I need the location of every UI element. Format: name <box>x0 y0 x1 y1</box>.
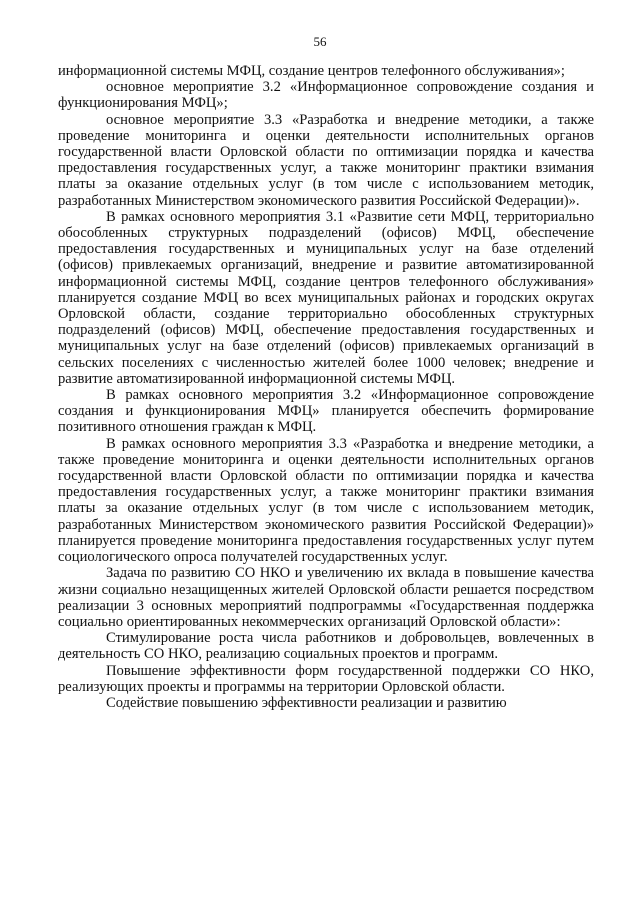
document-body <box>58 63 594 711</box>
paragraph-continuation: информационной системы МФЦ, создание центров телефонного обслуживания»; <box>58 63 565 79</box>
paragraph-measure-3-2: основное мероприятие 3.2 «Информационное сопровождение создания и функционирования МФЦ»; <box>58 79 594 112</box>
paragraph-nko-task: Задача по развитию СО НКО и увеличению их вклада в повышение качества жизни социально незащищенных жителей Орловской области решается посредством реализации 3 основных мероприятий подпрограммы «Государственная поддержка социально ориентированных некоммерческих организаций Орловской области»: <box>58 565 594 630</box>
paragraph-measure-3-3: основное мероприятие 3.3 «Разработка и внедрение методики, а также проведение мониторинга и оценки деятельности исполнительных органов государственной власти Орловской области по оптимизации порядка и качества предоставления государственных услуг, а также мониторинг практики взимания платы за оказание отдельных услуг (в том числе с использованием методик, разработанных Министерством экономического развития Российской Федерации)». <box>58 111 594 209</box>
paragraph-nko-measure-2: Повышение эффективности форм государственной поддержки СО НКО, реализующих проекты и программы на территории Орловской области. <box>58 662 594 695</box>
paragraph-nko-measure-3: Содействие повышению эффективности реализации и развитию <box>106 694 507 711</box>
paragraph-measure-3-3-description: В рамках основного мероприятия 3.3 «Разработка и внедрение методики, а также проведение мониторинга и оценки деятельности исполнительных органов государственной власти Орловской области по оптимизации порядка и качества предоставления государственных услуг, а также мониторинг практики взимания платы за оказание отдельных услуг (в том числе с использованием методик, разработанных Министерством экономического развития Российской Федерации)» планируется проведение мониторинга предоставления государственных услуг путем социологического опроса получателей государственных услуг. <box>58 435 594 566</box>
paragraph-measure-3-1-description: В рамках основного мероприятия 3.1 «Развитие сети МФЦ, территориально обособленных структурных подразделений (офисов) МФЦ, обеспечение предоставления государственных и муниципальных услуг на базе отделений (офисов) привлекаемых организаций, внедрение и развитие автоматизированной информационной системы МФЦ, создание центров телефонного обслуживания» планируется создание МФЦ во всех муниципальных районах и городских округах Орловской области, создание территориально обособленных структурных подразделений (офисов) МФЦ, обеспечение предоставления государственных и муниципальных услуг на базе отделений (офисов) привлекаемых организаций в сельских поселениях с численностью жителей более 1000 человек; внедрение и развитие автоматизированной информационной системы МФЦ. <box>58 208 594 387</box>
page-number: 56 <box>313 34 327 49</box>
paragraph-measure-3-2-description: В рамках основного мероприятия 3.2 «Информационное сопровождение создания и функционирования МФЦ» планируется обеспечить формирование позитивного отношения граждан к МФЦ. <box>58 387 594 436</box>
paragraph-nko-measure-1: Стимулирование роста числа работников и добровольцев, вовлеченных в деятельность СО НКО, реализацию социальных проектов и программ. <box>58 630 594 663</box>
